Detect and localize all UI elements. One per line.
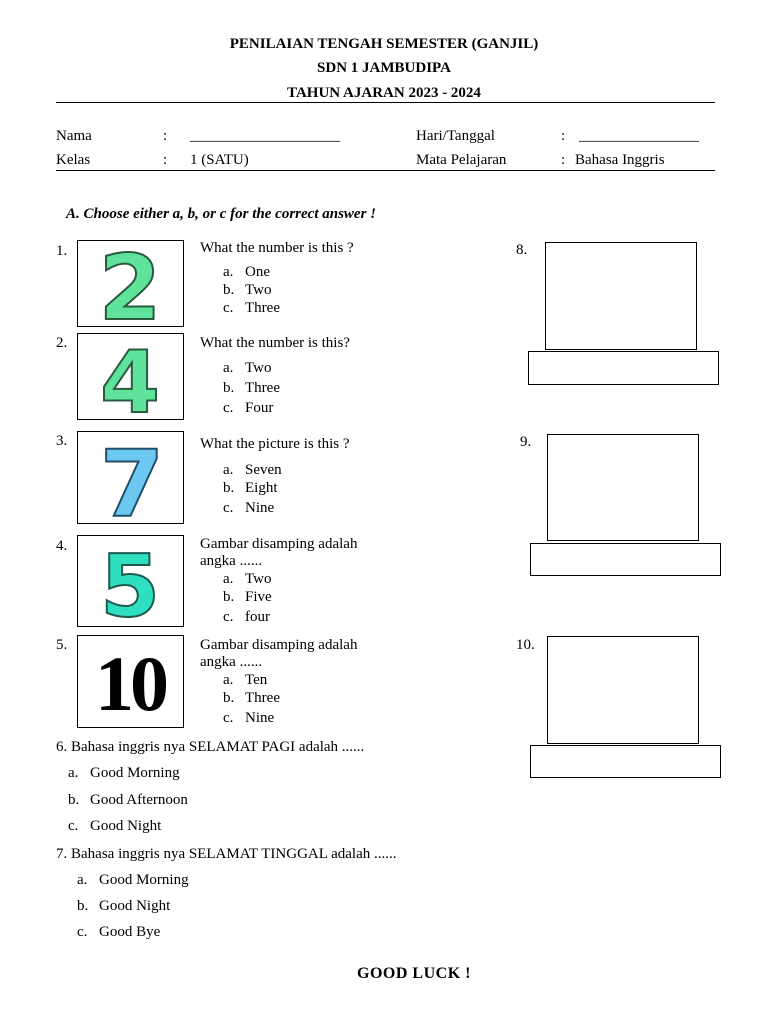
question-3-option-b[interactable]: b. Eight xyxy=(223,480,278,496)
question-7-option-a[interactable]: a. Good Morning xyxy=(77,872,189,888)
question-5-prompt-line1: Gambar disamping adalah xyxy=(200,637,358,653)
hari-field[interactable]: ________________ xyxy=(579,128,699,144)
digit-4-glyph: 4 xyxy=(100,334,160,419)
nama-field[interactable]: ____________________ xyxy=(190,128,340,144)
school-year: TAHUN AJARAN 2023 - 2024 xyxy=(287,85,481,101)
digit-2-glyph: 2 xyxy=(98,241,162,326)
question-2-option-b[interactable]: b. Three xyxy=(223,380,280,396)
question-1-option-c[interactable]: c. Three xyxy=(223,300,280,316)
question-7-text: 7. Bahasa inggris nya SELAMAT TINGGAL adalah ...... xyxy=(56,846,397,862)
school-name: SDN 1 JAMBUDIPA xyxy=(317,60,451,76)
question-2-prompt: What the number is this? xyxy=(200,335,350,351)
question-6-text: 6. Bahasa inggris nya SELAMAT PAGI adalah ...... xyxy=(56,739,365,755)
question-3-prompt: What the picture is this ? xyxy=(200,436,350,452)
question-4-option-b[interactable]: b. Five xyxy=(223,589,272,605)
good-luck-footer: GOOD LUCK ! xyxy=(357,965,471,982)
question-10-image-box xyxy=(547,636,699,744)
question-7-option-b[interactable]: b. Good Night xyxy=(77,898,171,914)
mapel-label: Mata Pelajaran xyxy=(416,152,507,168)
kelas-colon: : xyxy=(163,152,168,168)
kelas-label: Kelas xyxy=(56,152,91,168)
nama-colon: : xyxy=(163,128,168,144)
question-2-number: 2. xyxy=(56,335,68,351)
question-8-number: 8. xyxy=(516,242,528,258)
exam-title: PENILAIAN TENGAH SEMESTER (GANJIL) xyxy=(229,36,539,52)
question-3-image xyxy=(77,431,184,524)
question-4-prompt-line2: angka ...... xyxy=(200,553,263,569)
question-4-image xyxy=(77,535,184,627)
identity-divider xyxy=(56,170,715,171)
question-1-option-a[interactable]: a. One xyxy=(223,264,270,280)
header-divider xyxy=(56,102,715,103)
question-5-number: 5. xyxy=(56,637,68,653)
question-3-option-c[interactable]: c. Nine xyxy=(223,500,275,516)
question-1-option-b[interactable]: b. Two xyxy=(223,282,272,298)
mapel-colon: : xyxy=(561,152,566,168)
question-6-option-b[interactable]: b. Good Afternoon xyxy=(68,792,188,808)
question-2-image xyxy=(77,333,184,420)
question-1-image xyxy=(77,240,184,327)
question-9-image-box xyxy=(547,434,699,541)
question-3-option-a[interactable]: a. Seven xyxy=(223,462,282,478)
section-a-instruction: A. Choose either a, b, or c for the correct answer ! xyxy=(66,206,377,222)
number-10-glyph: 10 xyxy=(95,640,165,727)
question-5-prompt-line2: angka ...... xyxy=(200,654,263,670)
question-2-option-c[interactable]: c. Four xyxy=(223,400,274,416)
question-7-option-c[interactable]: c. Good Bye xyxy=(77,924,161,940)
question-4-number: 4. xyxy=(56,538,68,554)
nama-label: Nama xyxy=(56,128,92,144)
question-4-option-a[interactable]: a. Two xyxy=(223,571,272,587)
hari-colon: : xyxy=(561,128,566,144)
hari-label: Hari/Tanggal xyxy=(416,128,495,144)
question-1-prompt: What the number is this ? xyxy=(200,240,354,256)
question-10-answer-box[interactable] xyxy=(530,745,721,778)
mapel-value: Bahasa Inggris xyxy=(575,152,665,168)
question-1-number: 1. xyxy=(56,243,68,259)
question-10-number: 10. xyxy=(516,637,535,653)
question-8-answer-box[interactable] xyxy=(528,351,719,385)
question-8-image-box xyxy=(545,242,697,350)
question-9-answer-box[interactable] xyxy=(530,543,721,576)
question-6-option-c[interactable]: c. Good Night xyxy=(68,818,162,834)
question-4-prompt-line1: Gambar disamping adalah xyxy=(200,536,358,552)
question-9-number: 9. xyxy=(520,434,532,450)
kelas-value: 1 (SATU) xyxy=(190,152,249,168)
question-5-option-c[interactable]: c. Nine xyxy=(223,710,275,726)
question-4-option-c[interactable]: c. four xyxy=(223,609,270,625)
question-5-option-b[interactable]: b. Three xyxy=(223,690,280,706)
digit-5-glyph: 5 xyxy=(100,537,160,626)
question-2-option-a[interactable]: a. Two xyxy=(223,360,272,376)
question-3-number: 3. xyxy=(56,433,68,449)
question-5-option-a[interactable]: a. Ten xyxy=(223,672,268,688)
digit-7-glyph: 7 xyxy=(99,432,165,523)
question-6-option-a[interactable]: a. Good Morning xyxy=(68,765,180,781)
question-5-image xyxy=(77,635,184,728)
